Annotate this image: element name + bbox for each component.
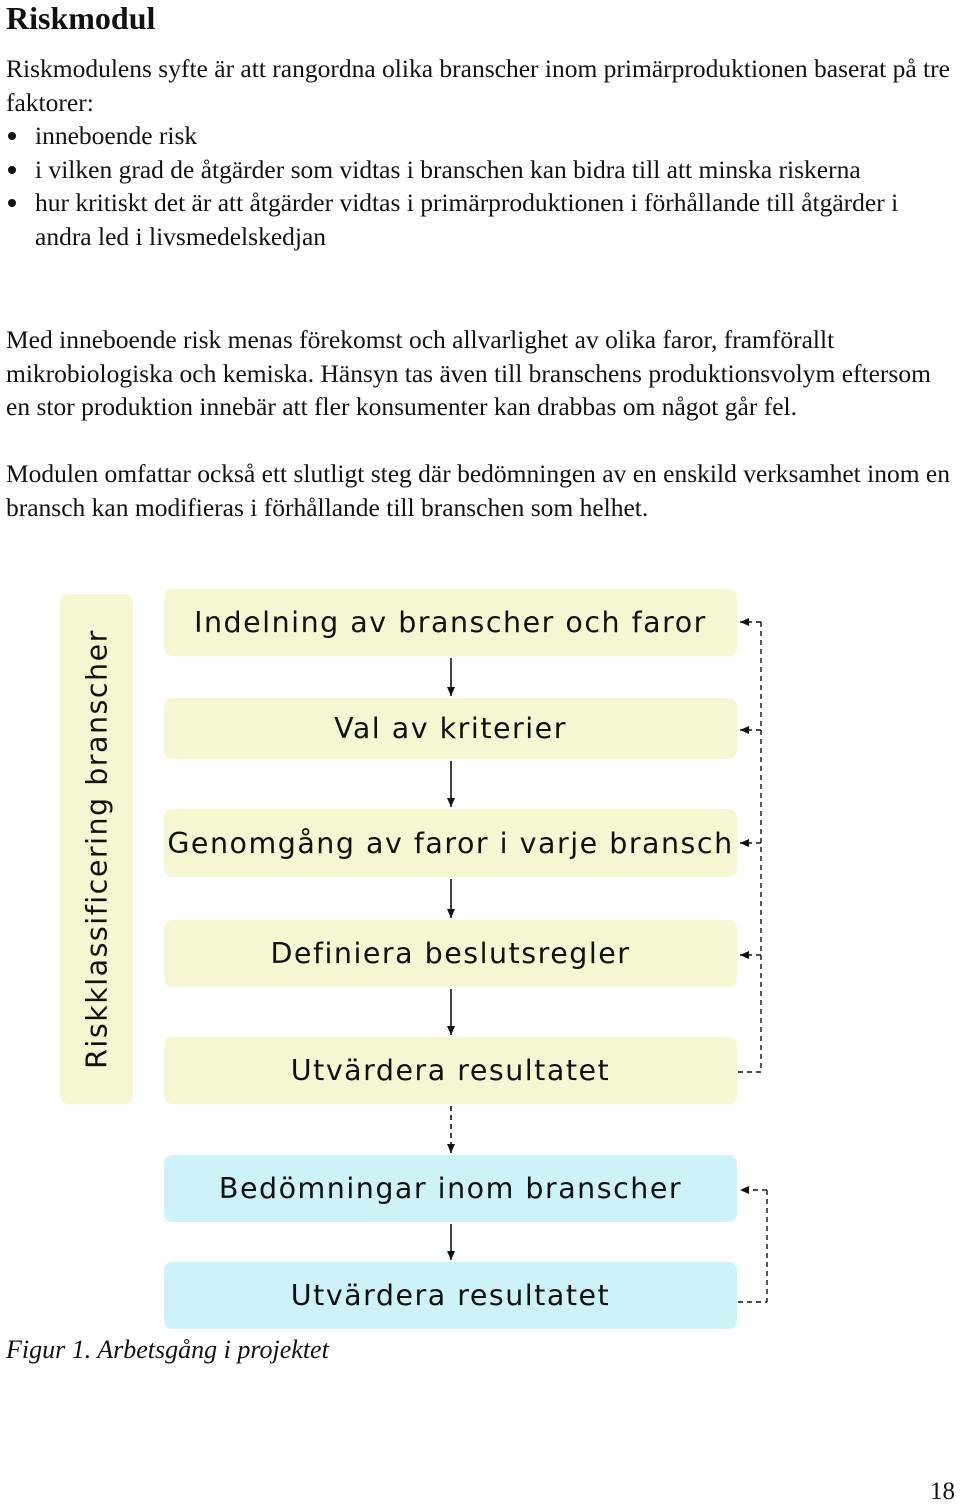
step-box-indelning: Indelning av branscher och faror xyxy=(164,589,737,656)
step-box-utvardera-1: Utvärdera resultatet xyxy=(164,1037,737,1104)
step-box-utvardera-2: Utvärdera resultatet xyxy=(164,1262,737,1329)
factor-item: hur kritiskt det är att åtgärder vidtas i primärproduktionen i förhållande till åtgärder i andra led i livsmedelskedjan xyxy=(6,186,956,253)
body-paragraph-risk: Med inneboende risk menas förekomst och allvarlighet av olika faror, framförallt mikrobiologiska och kemiska. Hänsyn tas även till branschens produktionsvolym eftersom en stor produktion innebär att fler konsumenter kan drabbas om något går fel. xyxy=(6,325,931,421)
factor-item: i vilken grad de åtgärder som vidtas i branschen kan bidra till att minska riskerna xyxy=(6,153,956,187)
step-box-kriterier: Val av kriterier xyxy=(164,698,737,759)
factor-item: inneboende risk xyxy=(6,119,956,153)
intro-paragraph: Riskmodulens syfte är att rangordna olika branscher inom primärproduktionen baserat på tre faktorer: xyxy=(6,54,950,117)
page-number: 18 xyxy=(930,1478,955,1505)
sidebar-label: Riskklassificering branscher xyxy=(80,629,114,1069)
step-box-genomgang: Genomgång av faror i varje bransch xyxy=(164,809,737,877)
step-box-bedomningar: Bedömningar inom branscher xyxy=(164,1155,737,1222)
body-paragraph-module: Modulen omfattar också ett slutligt steg där bedömningen av en enskild verksamhet inom en bransch kan modifieras i förhållande till branschen som helhet. xyxy=(6,459,950,522)
figure-caption: Figur 1. Arbetsgång i projektet xyxy=(6,1335,329,1364)
page-heading: Riskmodul xyxy=(6,0,156,36)
step-box-beslutsregler: Definiera beslutsregler xyxy=(164,920,737,987)
